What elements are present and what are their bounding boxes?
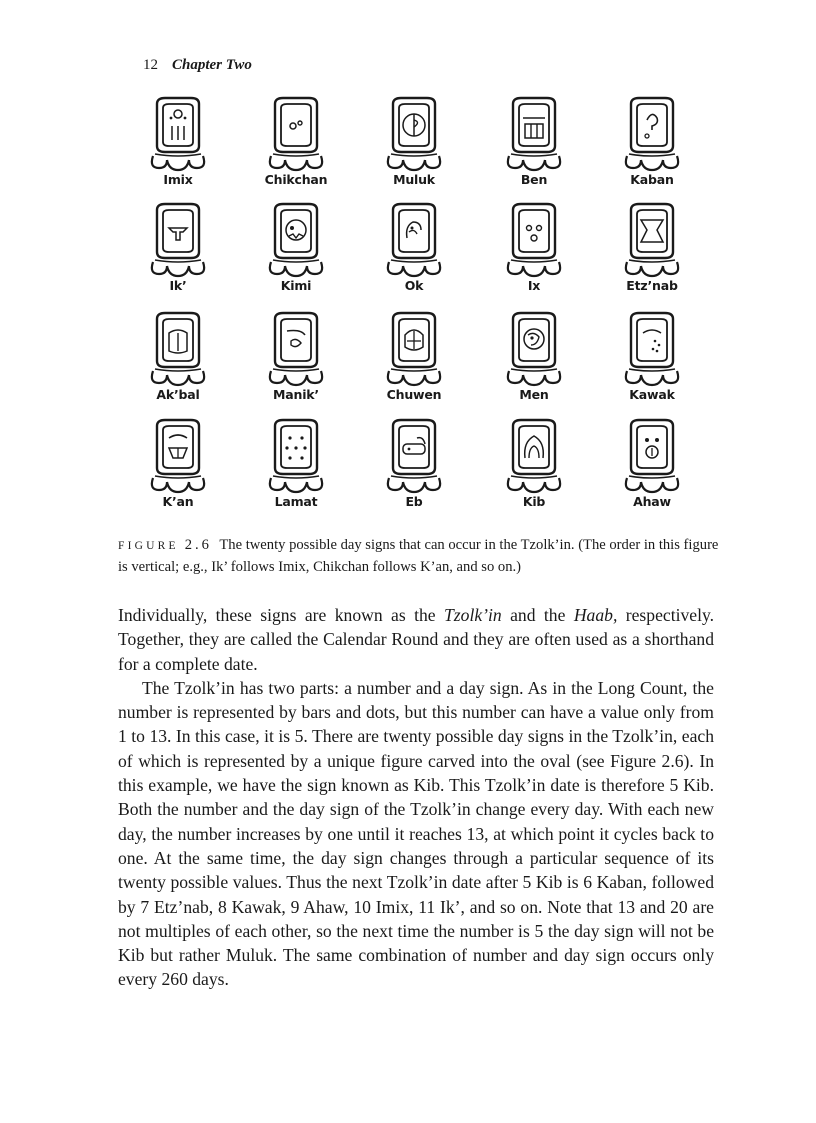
glyph-cell bbox=[236, 418, 356, 524]
glyph-name: Imix bbox=[163, 172, 193, 187]
muluk-glyph-icon bbox=[381, 96, 447, 172]
lamat-glyph-icon bbox=[263, 418, 329, 494]
glyph-name: Manik’ bbox=[273, 387, 319, 402]
glyph-name: Ok bbox=[404, 278, 424, 293]
etznab-glyph-icon bbox=[619, 202, 685, 278]
glyph-name: Lamat bbox=[274, 494, 318, 509]
men-glyph-icon bbox=[501, 311, 567, 387]
kimi-glyph-icon bbox=[263, 202, 329, 278]
figure-number: 2.6 bbox=[184, 537, 212, 553]
glyph-name: Chuwen bbox=[386, 387, 442, 402]
paragraph-2: The Tzolk’in has two parts: a number and a day sign. As in the Long Count, the number is represented by bars and dots, but this number can have a value only from 1 to 13. In this case, it is 5. There are twenty possible day signs in the Tzolk’in, each of which is represented by a unique figure carved into the oval (see Figure 2.6). In this example, we have the sign known as Kib. This Tzolk’in date is therefore 5 Kib. Both the number and the day sign of the Tzolk’in change every day. With each new day, the number increases by one until it reaches 13, at which point it cycles back to one. At the same time, the day sign changes through a particular sequence of its twenty possible values. Thus the next Tzolk’in date after 5 Kib is 6 Kaban, followed by 7 Etz’nab, 8 Kawak, 9 Ahaw, 10 Imix, 11 Ik’, and so on. Note that 13 and 20 are not multiples of each other, so the next time the number is 5 the day sign will not be Kib but rather Muluk. The same combination of number and day sign occurs only every 260 days. bbox=[118, 677, 714, 990]
kib-glyph-icon bbox=[501, 418, 567, 494]
figure-label: FIGURE bbox=[118, 540, 179, 552]
glyph-cell bbox=[354, 202, 474, 308]
glyph-cell bbox=[474, 96, 594, 202]
glyph-cell bbox=[592, 96, 712, 202]
paragraph-1: Individually, these signs are known as the Tzolk’in and the Haab, respectively. Together, they are called the Calendar Round and they are often used as a shorthand for a complete date. bbox=[118, 605, 715, 674]
glyph-name: Kib bbox=[522, 494, 546, 509]
glyph-cell bbox=[592, 202, 712, 308]
term-tzolkin: Tzolk’in bbox=[444, 605, 502, 625]
akbal-glyph-icon bbox=[145, 311, 211, 387]
glyph-cell bbox=[118, 311, 238, 417]
glyph-cell bbox=[118, 96, 238, 202]
glyph-cell bbox=[474, 311, 594, 417]
day-sign-figure bbox=[118, 96, 718, 521]
glyph-cell bbox=[354, 96, 474, 202]
ik-glyph-icon bbox=[145, 202, 211, 278]
glyph-name: Kaban bbox=[630, 172, 674, 187]
glyph-name: Chikchan bbox=[264, 172, 328, 187]
kaban-glyph-icon bbox=[619, 96, 685, 172]
glyph-name: Ben bbox=[520, 172, 548, 187]
caption-text: The twenty possible day signs that can occur in the Tzolk’in. (The order in this figure is vertical; e.g., Ik’ follows Imix, Chikchan follows K’an, and so on.) bbox=[118, 537, 719, 575]
glyph-cell bbox=[118, 202, 238, 308]
glyph-cell bbox=[118, 418, 238, 524]
glyph-name: Etz’nab bbox=[626, 278, 678, 293]
glyph-cell bbox=[354, 311, 474, 417]
ok-glyph-icon bbox=[381, 202, 447, 278]
glyph-name: K’an bbox=[162, 494, 194, 509]
glyph-cell bbox=[236, 96, 356, 202]
figure-caption bbox=[118, 535, 728, 578]
eb-glyph-icon bbox=[381, 418, 447, 494]
kan-glyph-icon bbox=[145, 418, 211, 494]
glyph-name: Ix bbox=[527, 278, 541, 293]
glyph-cell bbox=[474, 202, 594, 308]
term-haab: Haab, bbox=[573, 605, 618, 625]
chapter-title: Chapter Two bbox=[172, 57, 252, 73]
running-head bbox=[143, 57, 252, 74]
chikchan-glyph-icon bbox=[263, 96, 329, 172]
glyph-name: Ik’ bbox=[169, 278, 187, 293]
glyph-cell bbox=[354, 418, 474, 524]
glyph-name: Kimi bbox=[280, 278, 312, 293]
glyph-name: Ak’bal bbox=[156, 387, 200, 402]
glyph-cell bbox=[592, 418, 712, 524]
glyph-cell bbox=[474, 418, 594, 524]
glyph-name: Men bbox=[519, 387, 549, 402]
glyph-cell bbox=[236, 311, 356, 417]
glyph-name: Kawak bbox=[629, 387, 675, 402]
imix-glyph-icon bbox=[145, 96, 211, 172]
manik-glyph-icon bbox=[263, 311, 329, 387]
ix-glyph-icon bbox=[501, 202, 567, 278]
body-text bbox=[118, 603, 714, 992]
glyph-cell bbox=[592, 311, 712, 417]
page-number: 12 bbox=[143, 57, 158, 73]
glyph-cell bbox=[236, 202, 356, 308]
glyph-name: Ahaw bbox=[633, 494, 671, 509]
chuwen-glyph-icon bbox=[381, 311, 447, 387]
kawak-glyph-icon bbox=[619, 311, 685, 387]
glyph-name: Muluk bbox=[393, 172, 435, 187]
ahaw-glyph-icon bbox=[619, 418, 685, 494]
ben-glyph-icon bbox=[501, 96, 567, 172]
glyph-name: Eb bbox=[405, 494, 423, 509]
